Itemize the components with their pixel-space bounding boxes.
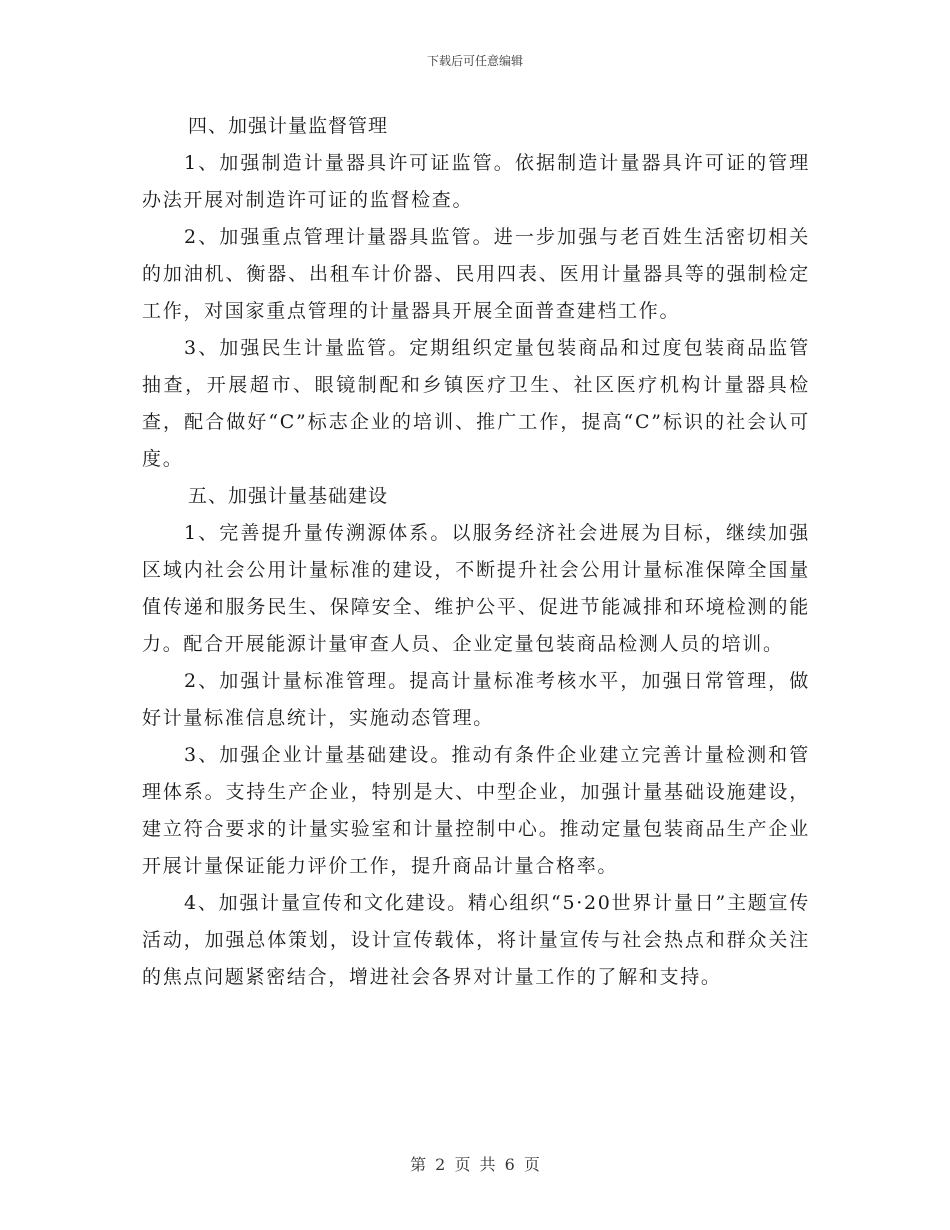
paragraph: 1、完善提升量传溯源体系。以服务经济社会进展为目标，继续加强区域内社会公用计量标准的建设，不断提升社会公用计量标准保障全国量值传递和服务民生、保障安全、维护公平、促进节能减排和环境检测的能力。配合开展能源计量审查人员、企业定量包装商品检测人员的培训。 bbox=[142, 522, 810, 655]
paragraph: 3、加强企业计量基础建设。推动有条件企业建立完善计量检测和管理体系。支持生产企业，特别是大、中型企业，加强计量基础设施建设，建立符合要求的计量实验室和计量控制中心。推动定量包装商品生产企业开展计量保证能力评价工作，提升商品计量合格率。 bbox=[142, 744, 810, 877]
page-header: 下载后可任意编辑 bbox=[426, 54, 523, 68]
section-heading: 四、加强计量监督管理 bbox=[188, 115, 389, 137]
page-footer: 第 2 页 共 6 页 bbox=[410, 1155, 540, 1174]
document-body bbox=[142, 108, 810, 996]
paragraph: 4、加强计量宣传和文化建设。精心组织“5·20世界计量日”主题宣传活动，加强总体策划，设计宣传载体，将计量宣传与社会热点和群众关注的焦点问题紧密结合，增进社会各界对计量工作的了解和支持。 bbox=[142, 892, 810, 988]
section-heading: 五、加强计量基础建设 bbox=[188, 485, 389, 507]
paragraph: 1、加强制造计量器具许可证监管。依据制造计量器具许可证的管理办法开展对制造许可证的监督检查。 bbox=[142, 152, 810, 211]
paragraph: 3、加强民生计量监管。定期组织定量包装商品和过度包装商品监管抽查，开展超市、眼镜制配和乡镇医疗卫生、社区医疗机构计量器具检查，配合做好“C”标志企业的培训、推广工作，提高“C”标识的社会认可度。 bbox=[142, 337, 810, 470]
paragraph: 2、加强重点管理计量器具监管。进一步加强与老百姓生活密切相关的加油机、衡器、出租车计价器、民用四表、医用计量器具等的强制检定工作，对国家重点管理的计量器具开展全面普查建档工作。 bbox=[142, 226, 810, 322]
paragraph: 2、加强计量标准管理。提高计量标准考核水平，加强日常管理，做好计量标准信息统计，实施动态管理。 bbox=[142, 670, 810, 729]
